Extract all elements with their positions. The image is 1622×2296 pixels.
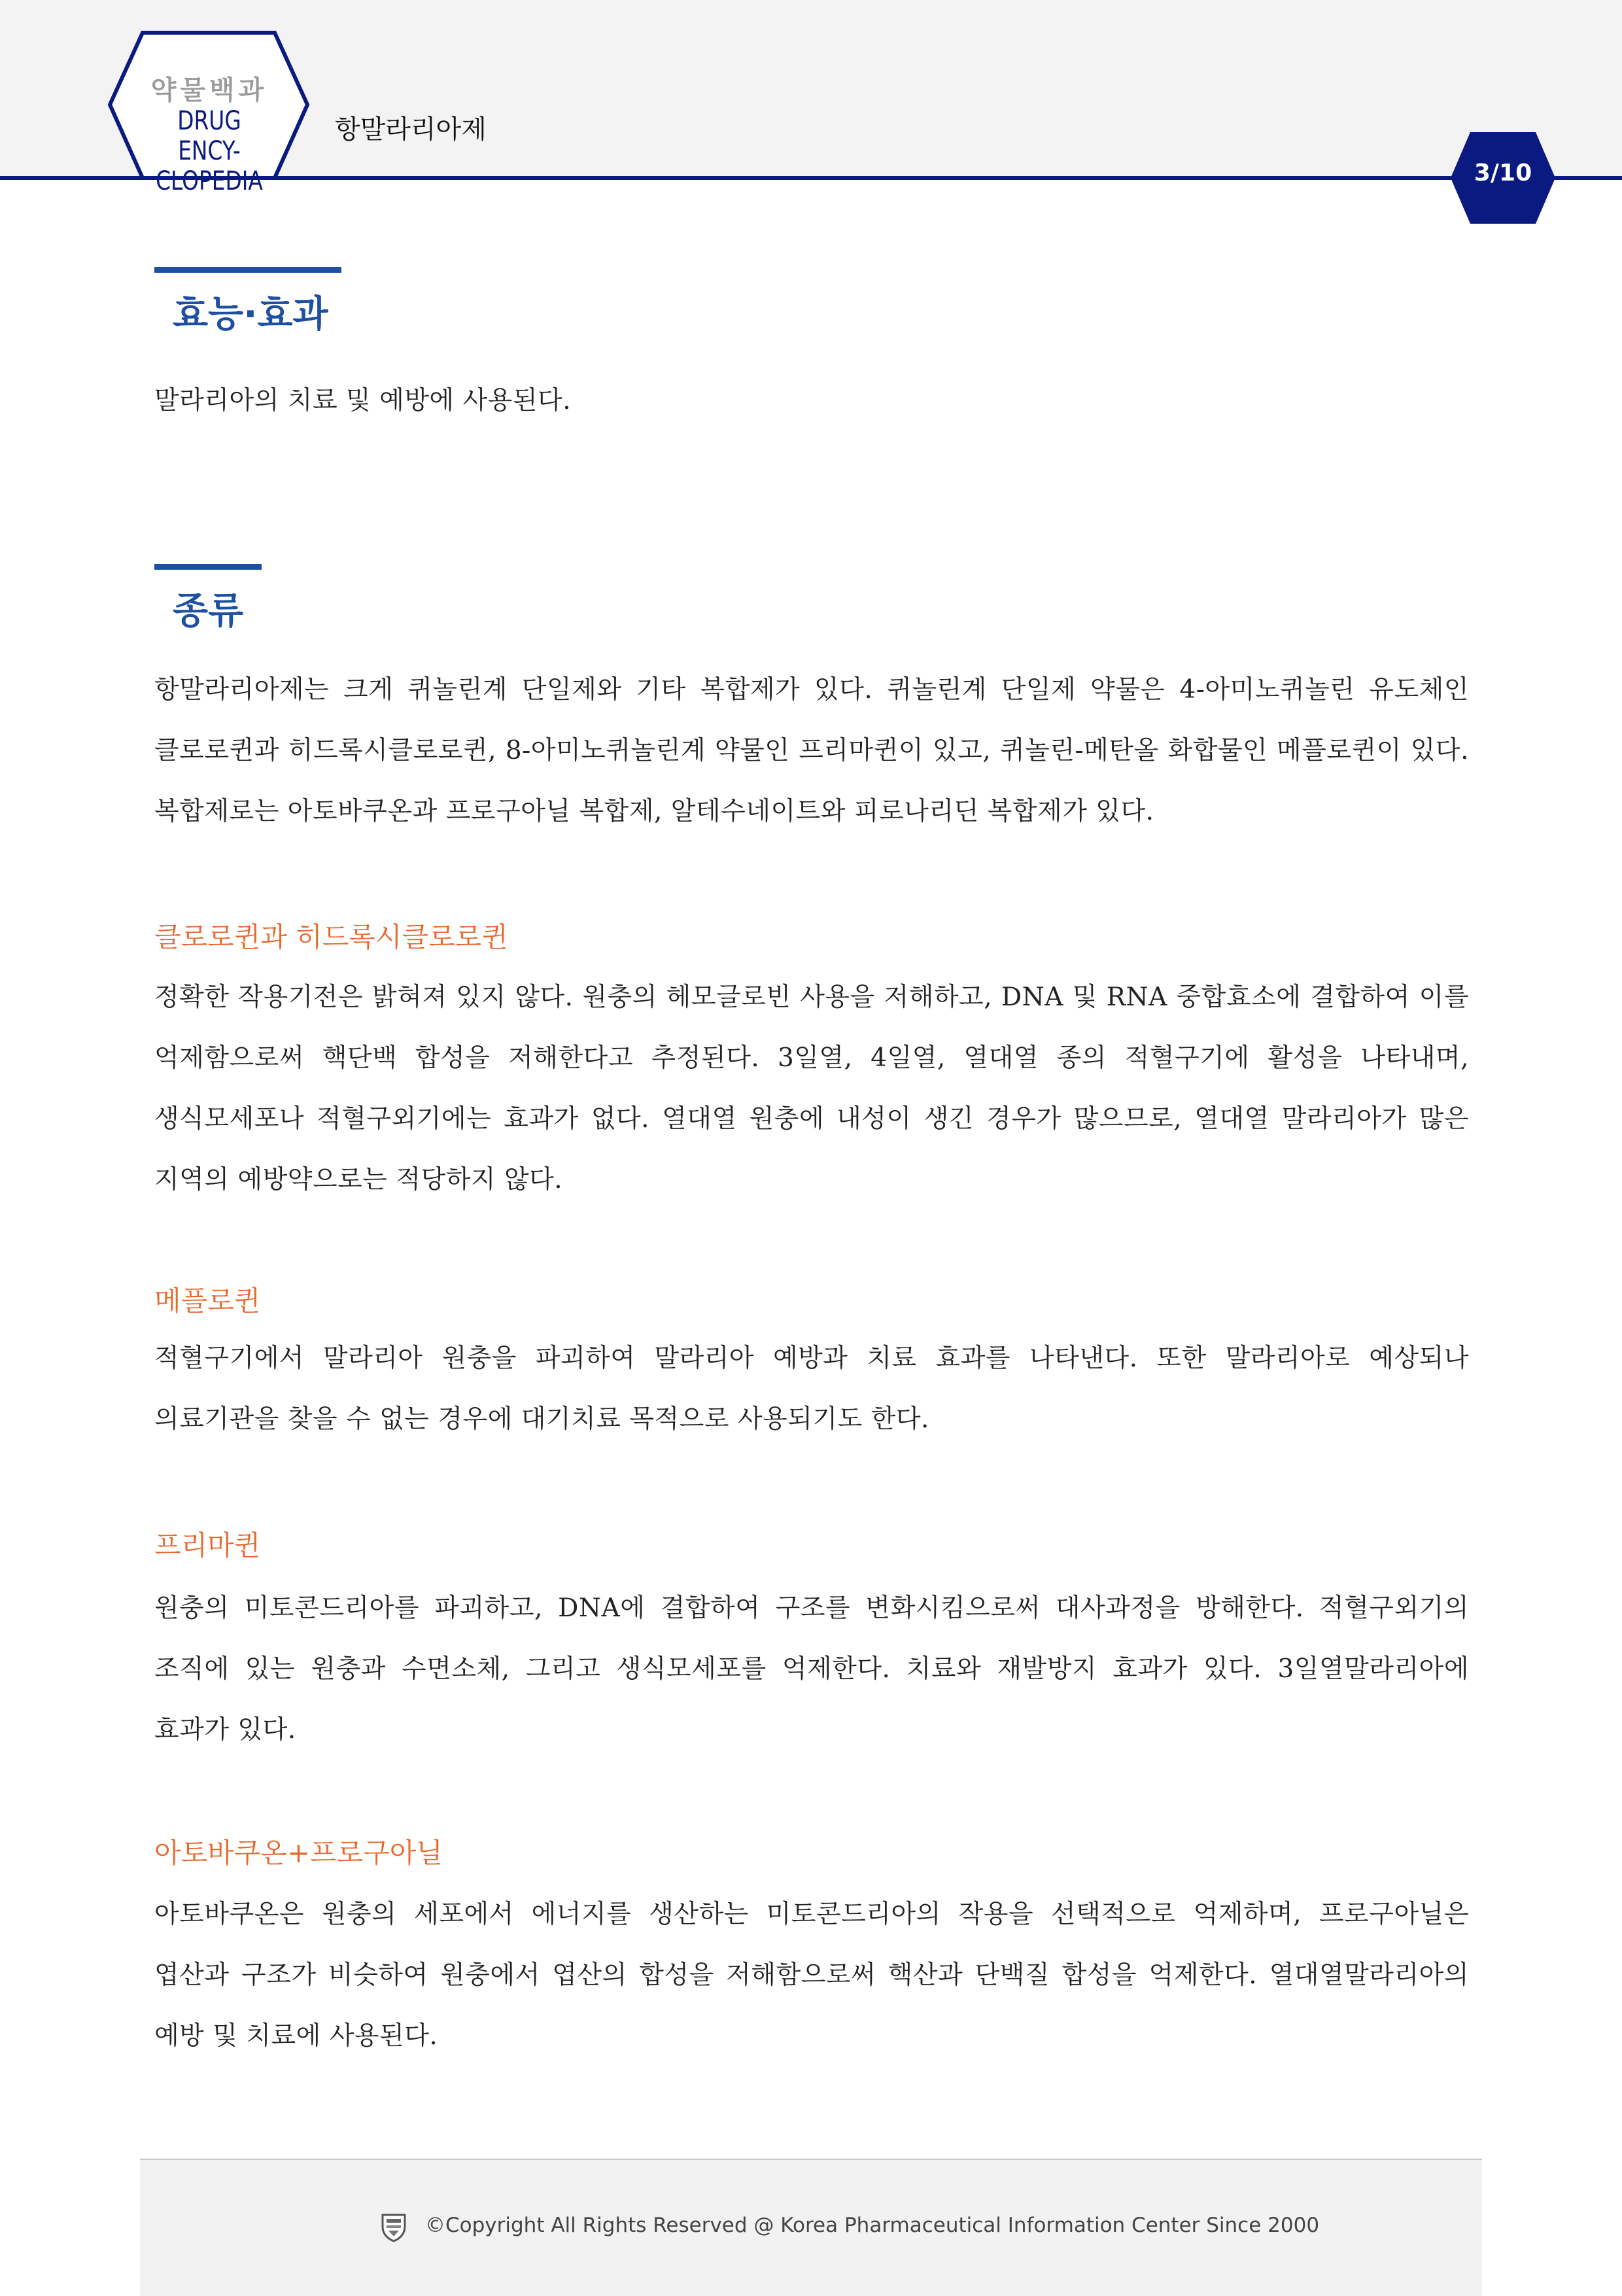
- page-number: 3/10: [1474, 160, 1532, 186]
- brand-korean: 약물백과: [150, 75, 268, 105]
- brand-english-line2: CLOPEDIA: [156, 166, 263, 196]
- drug-title-atovaquone-proguanil: 아토바쿠온+프로구아닐: [154, 1837, 443, 1869]
- drug-title-primaquine: 프리마퀸: [154, 1529, 261, 1561]
- types-text: 항말라리아제는 크게 퀴놀린계 단일제와 기타 복합제가 있다. 퀴놀린계 단일제 약물은 4-아미노퀴놀린 유도체인 클로로퀸과 히드록시클로로퀸, 8-아미노퀴놀린계 약물인 프리마퀸이 있고, 퀴놀린-메탄올 화합물인 메플로퀸이 있다. 복합제로는 아토바쿠온과 프로구아닐 복합제, 알테수네이트와 피로나리딘 복합제가 있다.: [154, 675, 1469, 826]
- brand-english: [145, 106, 274, 196]
- copyright-text: ©Copyright All Rights Reserved @ Korea Pharmaceutical Information Center Since 2000: [425, 2214, 1320, 2237]
- drug-title-chloroquine: 클로로퀸과 히드록시클로로퀸: [154, 921, 508, 953]
- shield-icon: [381, 2212, 407, 2242]
- efficacy-text: 말라리아의 치료 및 예방에 사용된다.: [154, 386, 572, 415]
- document-title: 항말라리아제: [335, 114, 487, 145]
- section-bar-efficacy: [154, 267, 341, 273]
- section-title-types: 종류: [173, 590, 244, 633]
- drug-title-mefloquine: 메플로퀸: [154, 1285, 261, 1317]
- drug-text-chloroquine: 정확한 작용기전은 밝혀져 있지 않다. 원충의 헤모글로빈 사용을 저해하고, DNA 및 RNA 중합효소에 결합하여 이를 억제함으로써 핵단백 합성을 저해한다고 추정된다. 3일열, 4일열, 열대열 종의 적혈구기에 활성을 나타내며, 생식모세포나 적혈구외기에는 효과가 없다. 열대열 원충에 내성이 생긴 경우가 많으므로, 열대열 말라리아가 많은 지역의 예방약으로는 적당하지 않다.: [154, 983, 1469, 1194]
- drug-text-atovaquone-proguanil: 아토바쿠온은 원충의 세포에서 에너지를 생산하는 미토콘드리아의 작용을 선택적으로 억제하며, 프로구아닐은 엽산과 구조가 비슷하여 원충에서 엽산의 합성을 저해함으로써 핵산과 단백질 합성을 억제한다. 열대열말라리아의 예방 및 치료에 사용된다.: [154, 1900, 1469, 2051]
- drug-text-primaquine: 원충의 미토콘드리아를 파괴하고, DNA에 결합하여 구조를 변화시킴으로써 대사과정을 방해한다. 적혈구외기의 조직에 있는 원충과 수면소체, 그리고 생식모세포를 억제한다. 치료와 재발방지 효과가 있다. 3일열말라리아에 효과가 있다.: [154, 1593, 1469, 1745]
- section-title-efficacy: 효능·효과: [173, 293, 328, 336]
- brand-english-line1: DRUG ENCY-: [177, 106, 241, 166]
- drug-text-mefloquine: 적혈구기에서 말라리아 원충을 파괴하여 말라리아 예방과 치료 효과를 나타낸다. 또한 말라리아로 예상되나 의료기관을 찾을 수 없는 경우에 대기치료 목적으로 사용되기도 한다.: [154, 1344, 1469, 1434]
- section-bar-types: [154, 564, 262, 570]
